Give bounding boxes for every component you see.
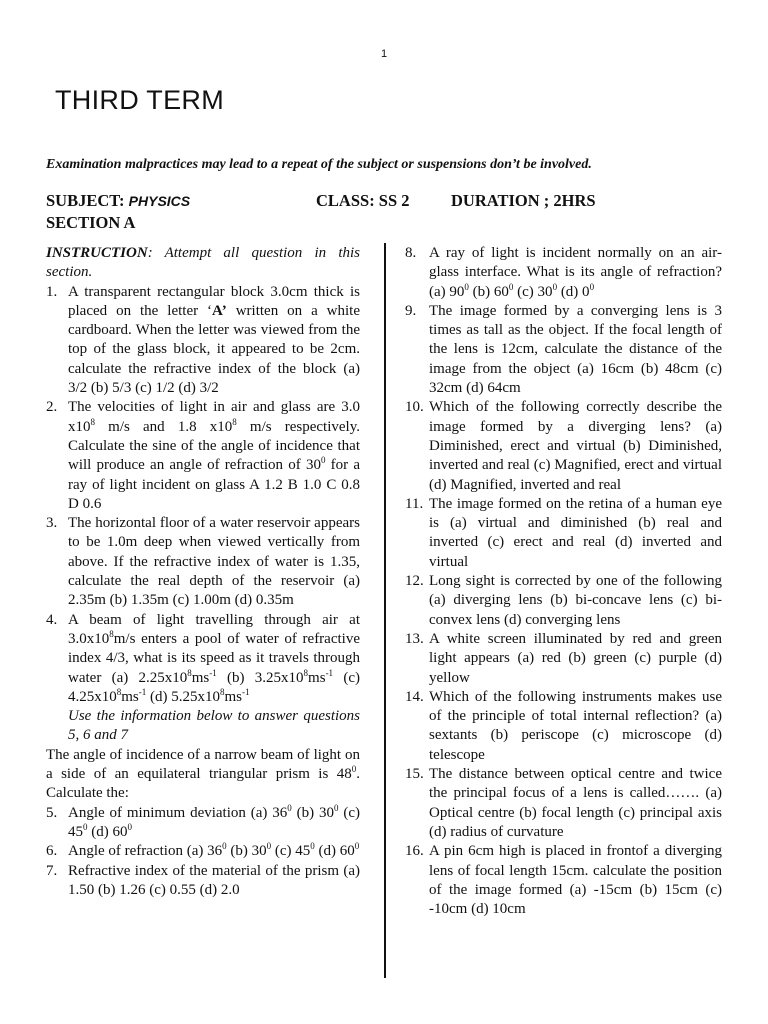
instruction — [46, 244, 360, 283]
subject-label: SUBJECT: — [46, 191, 125, 210]
question-9 — [405, 302, 722, 398]
question-text: The image formed by a converging lens is 3 times as tall as the object. If the focal length of the lens is 12cm, calculate the distance of the image from the object (a) 16cm (b) 48cm (c) 32cm (d) 64cm — [429, 302, 722, 397]
malpractice-warning: Examination malpractices may lead to a repeat of the subject or suspensions don’t be involved. — [46, 157, 592, 172]
question-number: 3. — [46, 515, 58, 532]
question-number: 9. — [405, 302, 417, 319]
page-title: THIRD TERM — [55, 85, 224, 115]
question-text: The velocities of light in air and glass are 3.0 $x10^8$ m/s and 1.8 $x10^8$ m/s respectively. Calculate the sine of the angle of incidence that will produce an angle of refraction of $30^0$ for a ray of light incident on glass A 1.2 B 1.0 C 0.8 D 0.6 — [68, 399, 360, 512]
question-text: A white screen illuminated by red and green light appears (a) red (b) green (c) purple (d) yellow — [429, 630, 722, 686]
subject-header — [46, 191, 190, 211]
question-10 — [405, 398, 722, 494]
question-number: 5. — [46, 804, 58, 821]
question-15 — [405, 765, 722, 842]
question-text: A pin 6cm high is placed in frontof a diverging lens of focal length 15cm. calculate the position of the image formed (a) -15cm (b) 15cm (c) -10cm (d) 10cm — [429, 843, 722, 918]
question-8 — [405, 244, 722, 302]
prism-stem: The angle of incidence of a narrow beam of light on a side of an equilateral triangular prism is $48^0$. Calculate the: — [46, 746, 360, 802]
question-13 — [405, 630, 722, 688]
question-text: Long sight is corrected by one of the following (a) diverging lens (b) bi-concave lens (c) bi-convex lens (d) converging lens — [429, 573, 722, 628]
question-number: 2. — [46, 399, 58, 416]
question-text: Refractive index of the material of the prism (a) 1.50 (b) 1.26 (c) 0.55 (d) 2.0 — [68, 862, 360, 898]
question-text: Which of the following correctly describe the image formed by a diverging lens? (a) Diminished, erect and virtual (b) Diminished, inverted and real (c) Magnified, erect and virtual (d) Magnified, inverted and real — [429, 399, 722, 493]
left-column — [46, 244, 360, 900]
section-heading: SECTION A — [46, 213, 136, 232]
question-16 — [405, 842, 722, 919]
question-text: The horizontal floor of a water reservoir appears to be 1.0m deep when viewed vertically from above. If the refractive index of water is 1.35, calculate the real depth of the reservoir (a) 2.35m (b) 1.35m (c) 1.00m (d) 0.35m — [68, 515, 360, 609]
question-number: 8. — [405, 245, 417, 261]
question-text: A beam of light travelling through air at $3.0x10^8m/s$ enters a pool of water of refractive index 4/3, what is its speed as it travels through water (a) $2.25x10^8ms^{-1}$ (b) $3.25x10^8ms^{-1}$ (c) $4.25x10^8ms^{-1}$ (d) $5.25x10^8ms^{-1}$ — [68, 611, 360, 705]
question-2 — [46, 398, 360, 514]
question-3 — [46, 514, 360, 610]
question-number: 10. — [405, 399, 424, 416]
question-4 — [46, 611, 360, 707]
question-14 — [405, 688, 722, 765]
question-number: 12. — [405, 573, 424, 590]
subject-value: PHYSICS — [128, 193, 191, 209]
question-number: 13. — [405, 630, 424, 647]
question-5 — [46, 804, 360, 843]
question-number: 14. — [405, 688, 424, 705]
question-12 — [405, 572, 722, 630]
info-note: Use the information below to answer questions 5, 6 and 7 — [68, 708, 360, 744]
question-number: 15. — [405, 766, 424, 783]
question-text: Angle of minimum deviation (a) $36^0$ (b) $30^0$ (c) $45^0$ (d) $60^0$ — [68, 802, 360, 840]
question-text: A transparent rectangular block 3.0cm thick is placed on the letter ‘A’ written on a white cardboard. When the letter was viewed from the top of the glass block, it appeared to be 2cm. calculate the refractive index of the block (a) 3/2 (b) 5/3 (c) 1/2 (d) 3/2 — [68, 283, 360, 397]
class-header: CLASS: SS 2 — [316, 191, 410, 210]
question-number: 7. — [46, 862, 58, 879]
question-7 — [46, 862, 360, 901]
question-1 — [46, 283, 360, 399]
question-11 — [405, 495, 722, 572]
page-number: 1 — [380, 48, 388, 60]
question-text: A ray of light is incident normally on an air-glass interface. What is its angle of refraction? (a) $90^0$ (b) $60^0$ (c) $30^0$ (d) $0^0$ — [429, 245, 722, 300]
question-text: The distance between optical centre and twice the principal focus of a lens is called……. (a) Optical centre (b) focal length (c) principal axis (d) radius of curvature — [429, 766, 722, 840]
instruction-label: INSTRUCTION — [46, 245, 148, 261]
question-number: 4. — [46, 611, 58, 628]
question-number: 1. — [46, 283, 58, 300]
question-text: Which of the following instruments makes use of the principle of total internal reflection? (a) sextants (b) periscope (c) microscope (d) telescope — [429, 688, 722, 763]
question-number: 6. — [46, 843, 58, 860]
question-text: The image formed on the retina of a human eye is (a) virtual and diminished (b) real and inverted (c) erect and real (d) inverted and virtual — [429, 495, 722, 570]
question-number: 11. — [405, 495, 424, 512]
duration-header: DURATION ; 2HRS — [451, 191, 596, 210]
right-column — [405, 244, 722, 919]
question-6 — [46, 842, 360, 861]
question-text: Angle of refraction (a) $36^0$ (b) $30^0$ (c) $45^0$ (d) $60^0$ — [68, 841, 360, 860]
column-divider — [384, 243, 386, 978]
instruction-text: : Attempt all question in this section. — [46, 245, 360, 281]
question-number: 16. — [405, 843, 424, 860]
